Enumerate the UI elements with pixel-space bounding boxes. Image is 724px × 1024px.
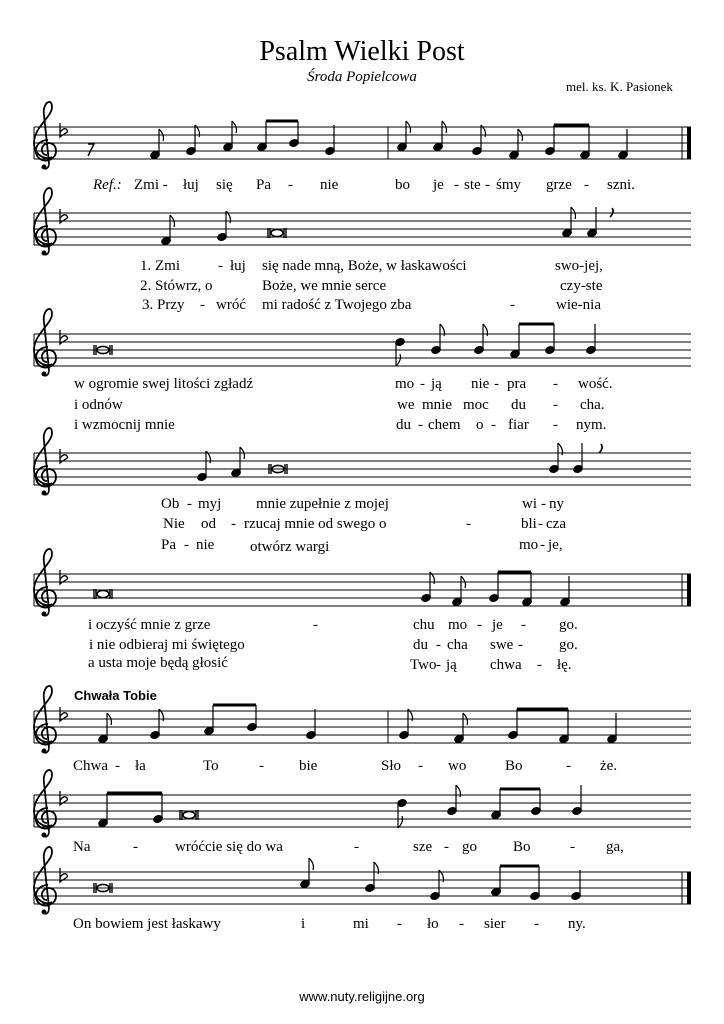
lyric-syllable: nie: [320, 177, 339, 193]
lyric-syllable: wie-nia: [556, 297, 601, 313]
lyric-syllable: 1. Zmi: [140, 258, 180, 274]
lyric-syllable: cza: [546, 516, 566, 532]
section-title: Chwała Tobie: [74, 688, 157, 703]
lyric-syllable: Zmi -: [134, 177, 168, 193]
lyric-syllable: Na: [73, 839, 91, 855]
lyric-syllable: cha.: [580, 397, 605, 413]
lyric-syllable: -: [420, 376, 425, 392]
lyric-syllable: ła: [135, 758, 146, 774]
lyric-syllable: chu: [413, 617, 435, 633]
lyric-syllable: Bo: [513, 839, 531, 855]
lyric-syllable: otwórz wargi: [250, 539, 330, 555]
lyric-syllable: -: [115, 758, 120, 774]
lyric-syllable: mnie zupełnie z mojej: [256, 496, 389, 512]
lyric-syllable: myj: [198, 496, 222, 512]
lyric-syllable: -: [584, 177, 589, 193]
lyric-syllable: -: [354, 839, 359, 855]
lyric-syllable: -: [454, 177, 459, 193]
breath-mark-icon: [599, 444, 602, 453]
lyric-syllable: mo: [519, 537, 539, 553]
lyric-syllable: mnie: [422, 397, 452, 413]
lyric-syllable: i odnów: [74, 397, 123, 413]
lyric-syllable: czy-ste: [560, 278, 603, 294]
lyric-syllable: -: [538, 516, 543, 532]
lyric-syllable: -: [200, 297, 205, 313]
lyric-syllable: Pa: [161, 537, 176, 553]
rest-icon: [88, 144, 94, 156]
lyric-syllable: o: [476, 417, 484, 433]
staff-2: [34, 188, 691, 256]
lyric-syllable: -: [477, 617, 482, 633]
lyric-syllable: śmy: [496, 177, 522, 193]
lyric-syllable: rzucaj mnie od swego o: [244, 516, 387, 532]
brevis-note-icon: [94, 589, 112, 599]
lyric-syllable: i nie odbieraj mi świętego: [89, 637, 245, 653]
lyric-syllable: ste: [464, 177, 481, 193]
lyric-syllable: -: [397, 916, 402, 932]
staff-1: [34, 102, 691, 170]
lyric-syllable: Two: [410, 657, 437, 673]
lyric-syllable: -: [491, 417, 496, 433]
composer-credit: mel. ks. K. Pasionek: [566, 79, 673, 94]
lyric-syllable: się: [216, 177, 233, 193]
lyric-syllable: -: [566, 758, 571, 774]
lyric-syllable: wość.: [578, 376, 613, 392]
staff-4: [34, 428, 691, 496]
lyric-syllable: -: [510, 297, 515, 313]
lyric-syllable: Nie: [163, 516, 185, 532]
lyric-syllable: -: [553, 417, 558, 433]
lyric-syllable: du: [396, 417, 411, 433]
lyric-syllable: -: [259, 758, 264, 774]
lyric-syllable: -: [436, 637, 441, 653]
lyric-syllable: Sło: [381, 758, 402, 774]
lyric-syllable: bli: [521, 516, 537, 532]
lyric-syllable: -: [534, 916, 539, 932]
lyric-syllable: chwa: [490, 657, 522, 673]
lyric-syllable: nie: [471, 376, 490, 392]
lyric-syllable: -: [133, 839, 138, 855]
lyric-syllable: ny.: [568, 916, 586, 932]
lyric-syllable: że.: [600, 758, 618, 774]
lyric-syllable: -: [459, 916, 464, 932]
brevis-note-icon: [180, 810, 198, 820]
lyric-syllable: 3. Przy: [142, 297, 185, 313]
lyric-syllable: du: [413, 637, 428, 653]
lyric-syllable: On bowiem jest łaskawy: [73, 916, 221, 932]
lyric-syllable: nym.: [576, 417, 607, 433]
lyric-syllable: swo-jej,: [555, 258, 603, 274]
lyric-syllable: ga,: [606, 839, 624, 855]
lyric-syllable: -: [231, 516, 236, 532]
lyric-syllable: go.: [559, 637, 578, 653]
lyric-syllable: Pa: [256, 177, 271, 193]
lyric-syllable: je: [492, 617, 503, 633]
lyric-syllable: wróć: [216, 297, 246, 313]
lyric-syllable: -: [541, 496, 546, 512]
lyric-syllable: go: [462, 839, 477, 855]
lyric-syllable: -: [485, 177, 490, 193]
lyric-syllable: -: [540, 537, 545, 553]
lyric-syllable: nie: [196, 537, 215, 553]
lyric-syllable: mi radość z Twojego zba: [262, 297, 412, 313]
lyric-syllable: -: [418, 417, 423, 433]
lyric-syllable: 2. Stówrz, o: [140, 278, 213, 294]
lyric-syllable: -: [444, 839, 449, 855]
lyric-syllable: i oczyść mnie z grze: [88, 617, 211, 633]
lyric-syllable: -: [187, 496, 192, 512]
lyric-syllable: ło: [427, 916, 439, 932]
lyric-syllable: -: [518, 637, 523, 653]
lyric-syllable: je,: [548, 537, 563, 553]
lyric-syllable: mi: [353, 916, 369, 932]
lyric-syllable: mo: [395, 376, 415, 392]
lyric-syllable: bie: [299, 758, 318, 774]
page-title: Psalm Wielki Post: [259, 36, 465, 67]
lyric-syllable: swe: [490, 637, 514, 653]
lyric-syllable: sze: [413, 839, 433, 855]
lyric-syllable: łuj: [183, 177, 199, 193]
lyric-syllable: się nade mną, Boże, w łaskawości: [262, 258, 467, 274]
lyric-syllable: -: [418, 758, 423, 774]
lyric-syllable: grze: [546, 177, 572, 193]
lyric-syllable: sier: [484, 916, 506, 932]
lyric-syllable: -: [313, 617, 318, 633]
lyric-syllable: i: [301, 916, 306, 932]
lyric-syllable: szni.: [607, 177, 635, 193]
lyric-syllable: Chwa: [73, 758, 108, 774]
lyric-syllable: -: [553, 397, 558, 413]
footer-url[interactable]: www.nuty.religijne.org: [299, 989, 425, 1004]
lyric-syllable: ją: [431, 376, 442, 392]
lyric-syllable: fiar: [508, 417, 529, 433]
staff-5: [34, 549, 691, 617]
lyric-syllable: Boże, we mnie serce: [262, 278, 387, 294]
lyric-syllable: -: [184, 537, 189, 553]
lyric-syllable: cha: [447, 637, 468, 653]
lyric-syllable: pra: [507, 376, 527, 392]
lyric-syllable: wróćcie się do wa: [175, 839, 283, 855]
lyric-syllable: To: [203, 758, 219, 774]
lyric-syllable: -: [218, 258, 223, 274]
staff-3: [34, 309, 691, 377]
lyric-syllable: wi: [522, 496, 537, 512]
lyric-syllable: -: [436, 657, 441, 673]
page-subtitle: Środa Popielcowa: [307, 69, 417, 85]
lyric-syllable: a usta moje będą głosić: [88, 655, 228, 671]
lyric-syllable: je: [433, 177, 444, 193]
lyric-syllable: i wzmocnij mnie: [74, 417, 175, 433]
lyric-syllable: du: [511, 397, 526, 413]
lyric-syllable: moc: [463, 397, 489, 413]
lyric-syllable: chem: [428, 417, 461, 433]
lyric-syllable: Bo: [505, 758, 523, 774]
lyric-syllable: -: [521, 617, 526, 633]
refrain-prefix: Ref.:: [93, 177, 122, 193]
lyric-syllable: -: [466, 516, 471, 532]
lyric-syllable: w ogromie swej litości zgładź: [74, 376, 254, 392]
lyric-syllable: Ob: [161, 496, 180, 512]
staff-7: [34, 770, 691, 838]
lyric-syllable: mo: [448, 617, 468, 633]
lyric-syllable: we: [397, 397, 415, 413]
lyric-syllable: -: [494, 376, 499, 392]
lyric-syllable: ją: [446, 657, 457, 673]
lyric-syllable: -: [288, 177, 293, 193]
lyric-syllable: łę.: [557, 657, 572, 673]
lyric-syllable: łuj: [230, 258, 246, 274]
lyric-syllable: -: [570, 839, 575, 855]
lyric-syllable: -: [553, 376, 558, 392]
lyric-syllable: bo: [395, 177, 410, 193]
lyric-syllable: go.: [559, 617, 578, 633]
staff-8: [34, 847, 691, 915]
lyric-syllable: wo: [448, 758, 467, 774]
lyric-syllable: ny: [549, 496, 564, 512]
lyric-syllable: -: [537, 657, 542, 673]
lyric-syllable: od: [201, 516, 216, 532]
